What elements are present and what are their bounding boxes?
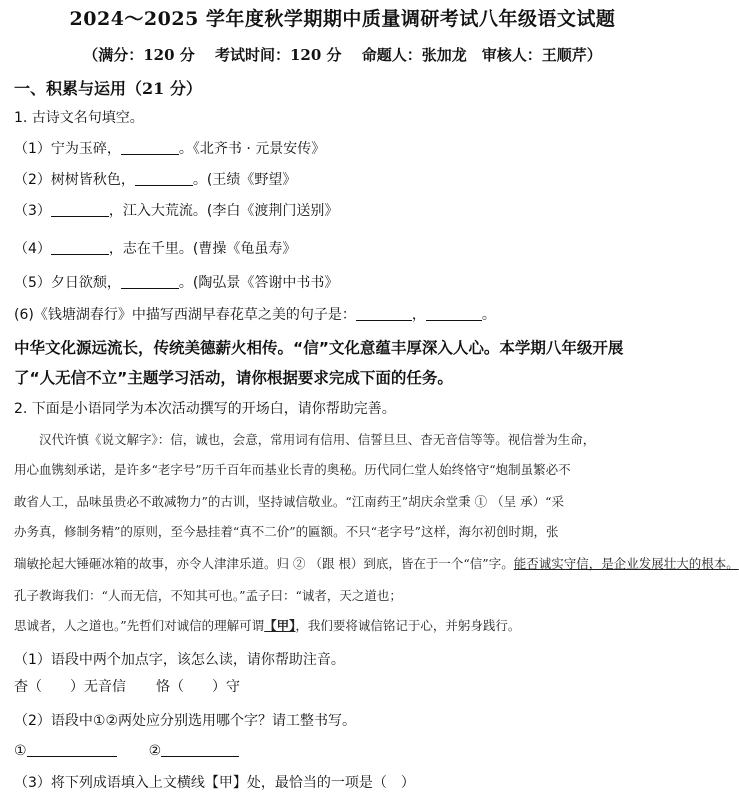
- blank-jia[interactable]: 【甲】: [264, 618, 296, 633]
- section-heading: 一、积累与运用（21 分）: [14, 79, 202, 98]
- q1-item-4-blank[interactable]: [51, 240, 109, 255]
- answer-1-blank[interactable]: [27, 742, 117, 757]
- q1-item-6: [14, 304, 496, 324]
- passage-line-6: 孔子教诲我们：“人而无信，不知其可也。”孟子曰：“诚者，天之道也；: [14, 588, 402, 603]
- q1-item-3-blank[interactable]: [51, 202, 109, 217]
- passage-line-1: 汉代许慎《说文解字》：信，诚也，会意，常用词有信用、信誓旦旦、杳无音信等等。视信誉为生命，: [14, 432, 596, 447]
- q1-item-3-pre: （3）: [14, 203, 51, 219]
- pinyin-item-1[interactable]: 杳（ ）无音信: [14, 679, 126, 695]
- passage-line-5: [14, 554, 739, 572]
- q1-item-1: [14, 138, 325, 158]
- q1-item-6-blank-b[interactable]: [426, 306, 482, 321]
- q2-sub3: （3）将下列成语填入上文横线【甲】处，最恰当的一项是（ ）: [14, 775, 415, 791]
- q2-stem: 2. 下面是小语同学为本次活动撰写的开场白，请你帮助完善。: [14, 401, 396, 417]
- exam-title: 2024～2025 学年度秋学期期中质量调研考试八年级语文试题: [69, 8, 616, 30]
- q2-sub1: （1）语段中两个加点字，该怎么读，请你帮助注音。: [14, 652, 345, 668]
- q1-stem: 1. 古诗文名句填空。: [14, 110, 144, 126]
- q1-item-1-blank[interactable]: [121, 140, 179, 155]
- passage-line-4: 办务真，修制务精”的原则，至今悬挂着“真不二价”的匾额。不只“老字号”这样，海尔初创时期，张: [14, 524, 559, 539]
- q2-answer-row: [14, 742, 239, 759]
- q2-pinyin-row: [14, 676, 240, 696]
- answer-2-label: ②: [148, 743, 162, 759]
- q1-item-5: [14, 272, 338, 292]
- q1-item-5-pre: （5）夕日欲颓，: [14, 275, 121, 291]
- q1-item-6-post: 。: [481, 307, 496, 323]
- passage-underlined-sentence: 能否诚实守信，是企业发展壮大的根本。: [513, 556, 739, 571]
- pinyin-item-2[interactable]: 恪（ ）守: [156, 679, 240, 695]
- q1-item-6-mid: ，: [411, 307, 426, 323]
- q1-item-2-pre: （2）树树皆秋色，: [14, 172, 135, 188]
- q1-item-5-blank[interactable]: [121, 274, 179, 289]
- passage-line-2: 用心血镌刻承诺，是许多“老字号”历千百年而基业长青的奥秘。历代同仁堂人始终恪守“炮制虽繁必不: [14, 462, 571, 477]
- q1-item-4-post: ，志在千里。(曹操《龟虽寿》: [108, 241, 297, 257]
- q2-sub2: （2）语段中①②两处应分别选用哪个字？请工整书写。: [14, 713, 357, 729]
- answer-1-label: ①: [14, 743, 27, 759]
- q1-item-4: [14, 238, 296, 258]
- q1-item-6-blank-a[interactable]: [356, 306, 412, 321]
- intro-line-1: 中华文化源远流长，传统美德薪火相传。“信”文化意蕴丰厚深入人心。本学期八年级开展: [14, 339, 624, 357]
- intro-line-2: 了“人无信不立”主题学习活动，请你根据要求完成下面的任务。: [14, 369, 453, 387]
- q1-item-2: [14, 169, 296, 189]
- passage-line-7-end: ，我们要将诚信铭记于心，并躬身践行。: [295, 618, 521, 633]
- answer-2-blank[interactable]: [161, 742, 239, 757]
- q1-item-4-pre: （4）: [14, 241, 51, 257]
- exam-subtitle: （满分：120 分 考试时间：120 分 命题人：张加龙 审核人：王顺芹）: [83, 46, 602, 64]
- q1-item-5-post: 。(陶弘景《答谢中书书》: [178, 275, 339, 291]
- q1-item-3: [14, 200, 338, 220]
- q1-item-1-pre: （1）宁为玉碎，: [14, 141, 121, 157]
- passage-line-7: [14, 616, 682, 634]
- q1-item-1-post: 。《北齐书 · 元景安传》: [178, 141, 326, 157]
- q1-item-6-pre: (6)《钱塘湖春行》中描写西湖早春花草之美的句子是：: [14, 307, 356, 323]
- q1-item-3-post: ，江入大荒流。(李白《渡荆门送别》: [108, 203, 339, 219]
- passage-line-7-text: 思诚者，人之道也。”先哲们对诚信的理解可谓: [14, 618, 265, 633]
- passage-line-3: 敢省人工，品味虽贵必不敢减物力”的古训，坚持诚信敬业。“江南药王”胡庆余堂秉 ① （呈 承）“采: [14, 494, 564, 509]
- passage-line-5-text: 瑞敏抡起大锤砸冰箱的故事，亦令人津津乐道。归 ② （跟 根）到底，皆在于一个“信”字。: [14, 556, 514, 571]
- q1-item-2-post: 。(王绩《野望》: [192, 172, 297, 188]
- q1-item-2-blank[interactable]: [135, 171, 193, 186]
